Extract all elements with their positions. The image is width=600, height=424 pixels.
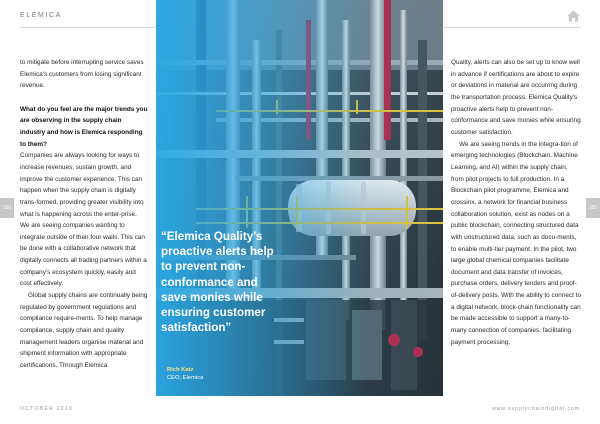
page-number-right: 101 (586, 198, 600, 218)
page-number-left: 100 (0, 198, 14, 218)
paragraph: We are seeing trends in the integra-tion of emerging technologies (Blockchain, Machine Learning, and AI) within the supply chain, from pilot projects to full production. In a Blockchain pilot programme, Elemica and crossinx, a network for financial business collaboration solution, exist as nodes on a public blockchain, connecting structured data with unstructured data, such as docu-ments, to enable multi-tier payment. In the pilot, two large global chemical companies facilitate document and data transfer of invoices, purchase orders, delivery tenders and proof-of-delivery posts. With the ability to connect to a digital network, block-chain functionality can be made accessible to support a many-to-many connection of companies, facilitating payment processing. (451, 140, 582, 346)
footer-website[interactable]: www.supplychaindigital.com (492, 406, 580, 412)
quote-author-name: Rich Katz (167, 367, 194, 373)
paragraph: to mitigate before interrupting service saves Elemica's customers from losing significant revenue. (20, 59, 144, 90)
left-text-column (20, 57, 148, 372)
interview-question: What do you feel are the major trends you are observing in the supply chain industry and how is Elemica responding to them? (20, 105, 148, 148)
paragraph: Quality, alerts can also be set up to know well in advance if certifications are about to expire or deviations in material are occurring during the transportation process. Elemica Quality's proactive alerts help to prevent non-conformance and save monies while ensuring customer satisfaction. (451, 59, 581, 136)
home-icon[interactable] (566, 9, 581, 23)
industrial-plant-photo (156, 0, 443, 396)
footer-date: OCTOBER 2019 (20, 406, 73, 412)
paragraph: Companies are always looking for ways to increase revenues, sustain growth, and improve the customer experience. This can happen when the supply chain is digitally trans-formed, providing greater visibility into what is happening across the enter-prise. We are seeing companies wanting to integrate outside of their four walls. This can be done with a collaborative network that digitally connects all trading partners within a company's ecosystem quickly, easily and cost effectively. (20, 152, 147, 288)
quote-attribution (167, 366, 203, 382)
magazine-brand: ELEMICA (20, 12, 62, 19)
quote-author-title: CEO, Elemica (167, 375, 204, 381)
pull-quote: “Elemica Quality’s proactive alerts help to prevent non-conformance and save monies while ensuring customer satisfaction” (161, 230, 274, 335)
header-rule-left (20, 27, 156, 28)
header-rule-right (443, 27, 581, 28)
paragraph: Global supply chains are continually being regulated by government regulations and compliance require-ments. To help manage compliance, supply chain and quality management leaders organise material and shipment information with appropriate certifications. Through Elemica (20, 292, 148, 370)
right-text-column (451, 57, 581, 348)
